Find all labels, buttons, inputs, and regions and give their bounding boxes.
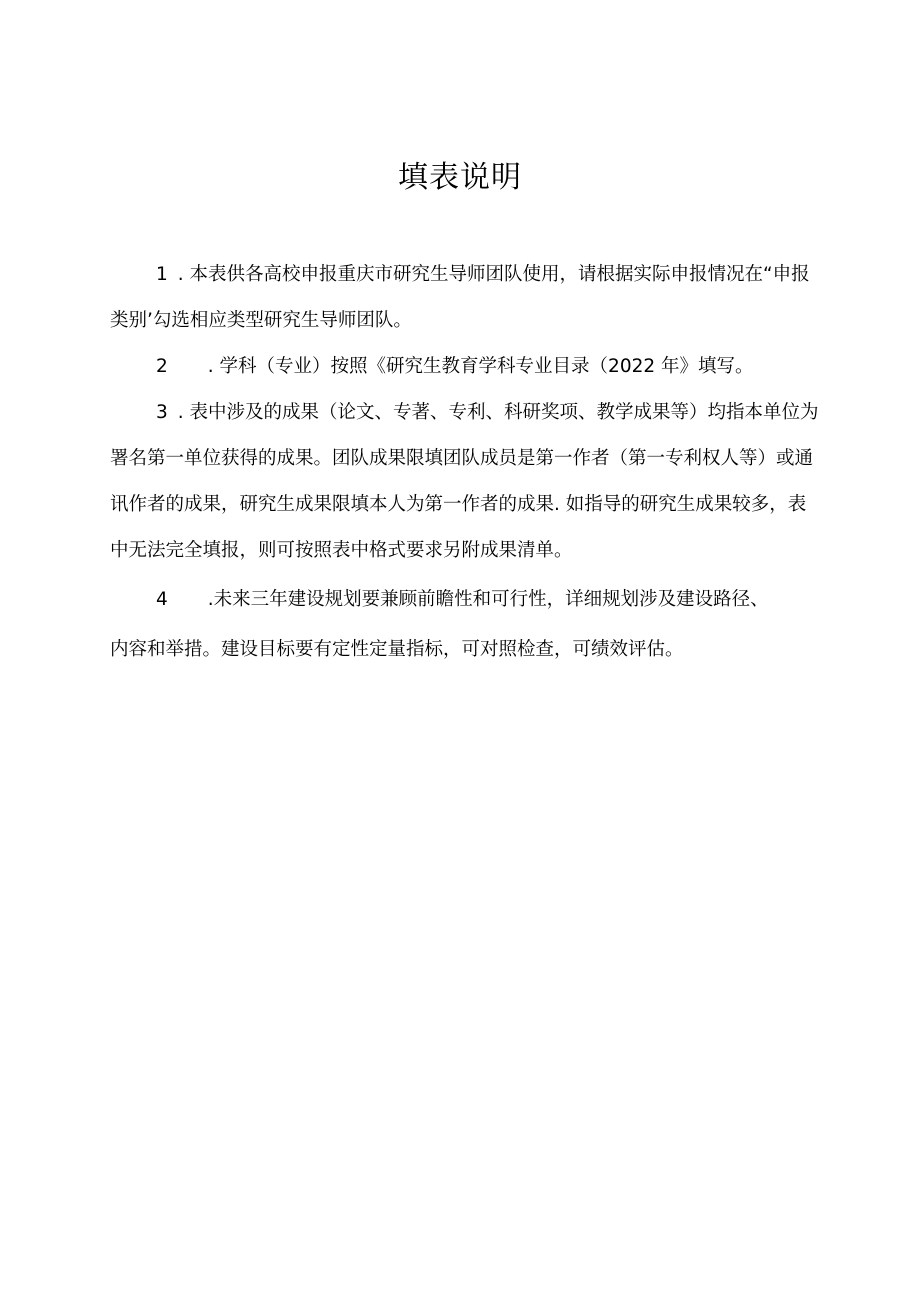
- item-number: 4: [156, 589, 168, 610]
- item-text-line: 内容和举措。建设目标要有定性定量指标，可对照检查，可绩效评估。: [110, 639, 684, 660]
- item-number: 1: [156, 264, 168, 285]
- item-text-line: 类别’勾选相应类型研究生导师团队。: [110, 310, 412, 331]
- item-number: 3: [156, 402, 168, 423]
- item-text-line: 中无法完全填报，则可按照表中格式要求另附成果清单。: [110, 540, 573, 561]
- item-text-line: . 学科（专业）按照《研究生教育学科专业目录（2022 年》填写。: [207, 356, 754, 377]
- item-text-line: . 本表供各高校申报重庆市研究生导师团队使用，请根据实际申报情况在“申报: [177, 264, 810, 285]
- instruction-item-2: [110, 344, 874, 390]
- item-text-line: . 表中涉及的成果（论文、专著、专利、科研奖项、教学成果等）均指本单位为: [177, 402, 819, 423]
- item-text-line: 讯作者的成果，研究生成果限填本人为第一作者的成果. 如指导的研究生成果较多，表: [110, 494, 807, 515]
- item-text-line: .未来三年建设规划要兼顾前瞻性和可行性，详细规划涉及建设路径、: [207, 589, 769, 610]
- instruction-item-1: [110, 252, 874, 344]
- page-title: 填表说明: [398, 160, 522, 195]
- item-number: 2: [156, 356, 168, 377]
- item-text-line: 署名第一单位获得的成果。团队成果限填团队成员是第一作者（第一专利权人等）或通: [110, 448, 814, 469]
- instruction-item-4: [110, 577, 874, 673]
- instruction-item-3: [110, 390, 874, 574]
